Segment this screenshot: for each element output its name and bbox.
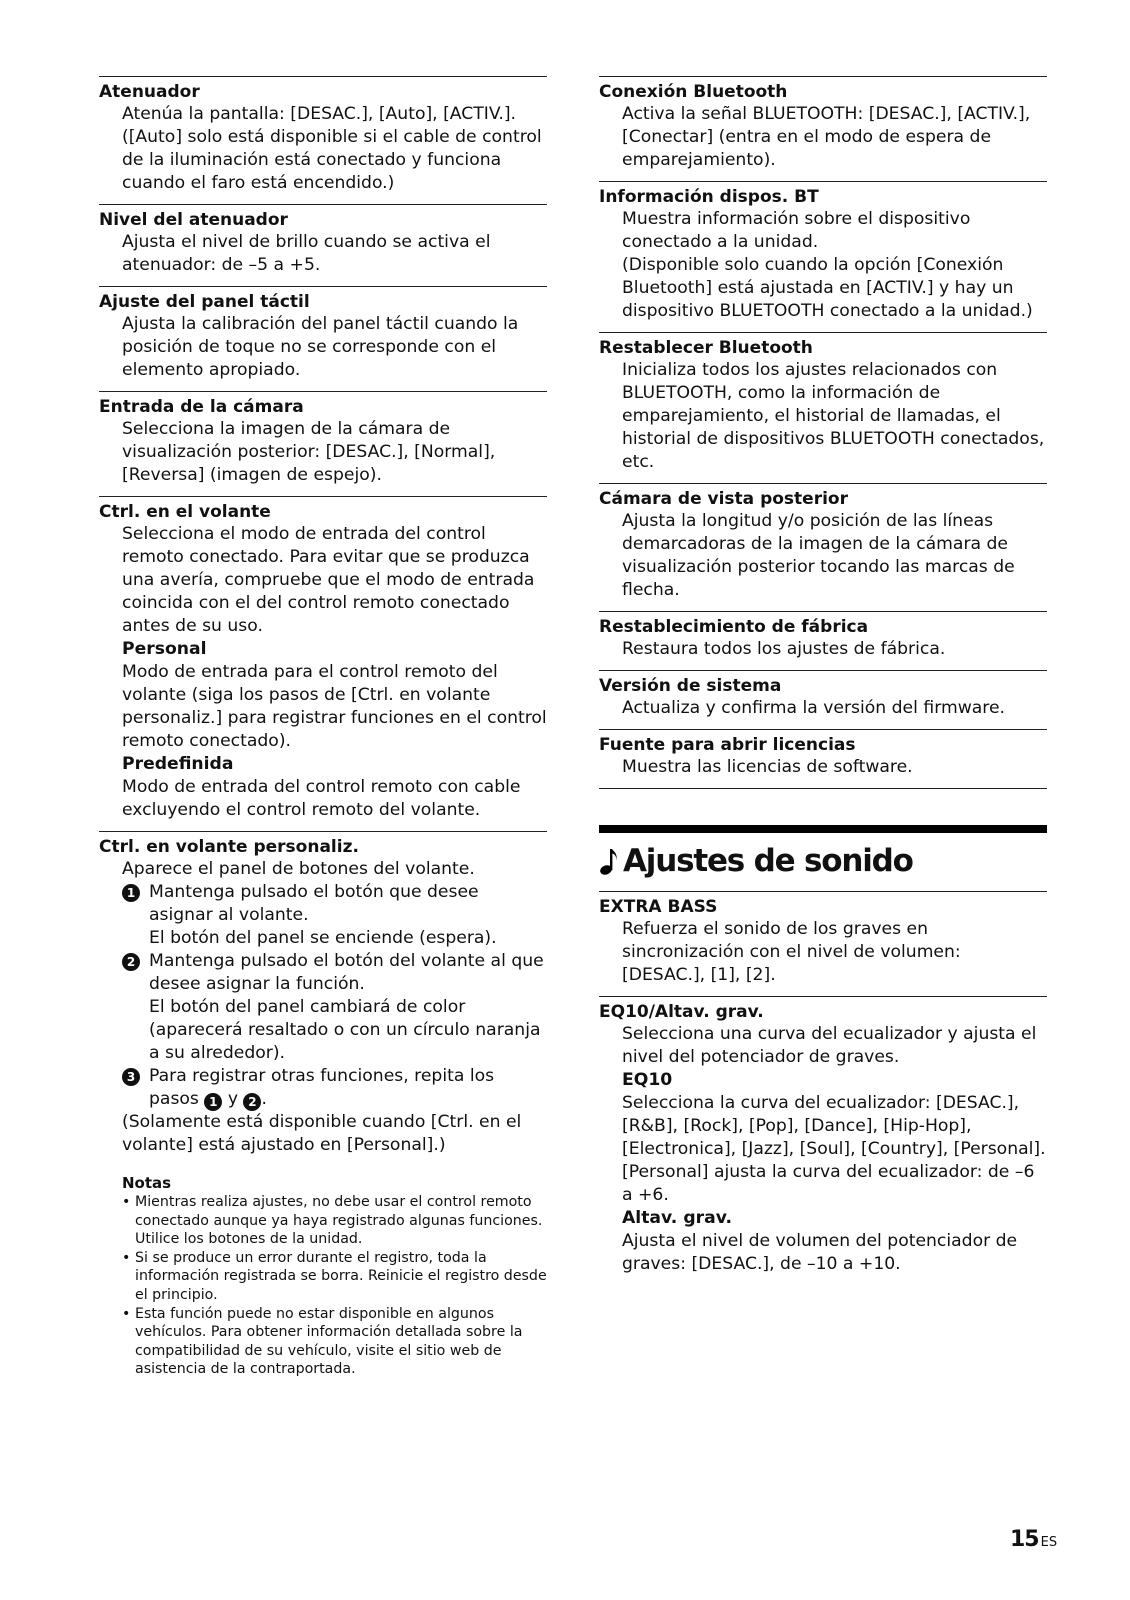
- step-ref-icon: 2: [243, 1093, 261, 1111]
- entry-camara-vista-posterior: [599, 483, 1047, 611]
- eq10-desc: Selecciona la curva del ecualizador: [DESAC.], [R&B], [Rock], [Pop], [Dance], [Hip-Hop], [Electronica], [Jazz], [Soul], [Country], [Personal]. [Personal] ajusta la curva del ecualizador: de –6 a +6.: [622, 1093, 1046, 1205]
- entry-title: EQ10/Altav. grav.: [599, 1002, 764, 1022]
- entry-desc-line: Muestra información sobre el dispositivo conectado a la unidad.: [622, 209, 971, 252]
- entry-description: Restaura todos los ajustes de fábrica.: [622, 639, 946, 659]
- step-text: Mantenga pulsado el botón que desee asignar al volante.: [149, 882, 479, 925]
- entry-description: Selecciona la imagen de la cámara de visualización posterior: [DESAC.], [Normal], [Reversa] (imagen de espejo).: [122, 419, 496, 485]
- entry-title: Información dispos. BT: [599, 187, 819, 207]
- personal-title: Personal: [122, 639, 207, 659]
- entry-description: Inicializa todos los ajustes relacionados con BLUETOOTH, como la información de emparejamiento, el historial de llamadas, el historial de dispositivos BLUETOOTH conectados, etc.: [622, 360, 1045, 472]
- entry-restablecimiento-fabrica: [599, 611, 1047, 670]
- page-number: [1010, 1527, 1057, 1552]
- entry-title: Restablecimiento de fábrica: [599, 617, 869, 637]
- entry-title: Ajuste del panel táctil: [99, 292, 310, 312]
- entry-description: Refuerza el sonido de los graves en sincronización con el nivel de volumen: [DESAC.], [1], [2].: [622, 919, 961, 985]
- entry-atenuador: [99, 76, 547, 204]
- entry-informacion-bt: [599, 181, 1047, 332]
- step-note: El botón del panel se enciende (espera).: [149, 928, 497, 948]
- entry-description: Ajusta la longitud y/o posición de las líneas demarcadoras de la imagen de la cámara de visualización posterior tocando las marcas de flecha.: [622, 511, 1015, 600]
- entry-description: Activa la señal BLUETOOTH: [DESAC.], [ACTIV.], [Conectar] (entra en el modo de espera de emparejamiento).: [622, 104, 1031, 170]
- entry-description: Ajusta el nivel de brillo cuando se activa el atenuador: de –5 a +5.: [122, 232, 491, 275]
- entry-description: Actualiza y confirma la versión del firmware.: [622, 698, 1006, 718]
- entry-title: Versión de sistema: [599, 676, 782, 696]
- entry-fuente-licencias: [599, 729, 1047, 788]
- entry-description: [599, 208, 1047, 323]
- section-title-text: Ajustes de sonido: [623, 843, 913, 879]
- note-item: • Si se produce un error durante el registro, toda la información registrada se borra. Reinicie el registro desde el principio.: [122, 1249, 547, 1305]
- entry-description: Muestra las licencias de software.: [622, 757, 913, 777]
- eq10-title: EQ10: [622, 1070, 673, 1090]
- entry-version-sistema: [599, 670, 1047, 729]
- entry-title: EXTRA BASS: [599, 897, 718, 917]
- notes-list: [122, 1193, 547, 1379]
- entry-ctrl-volante: [99, 496, 547, 831]
- entry-title: Fuente para abrir licencias: [599, 735, 856, 755]
- notes-title: Notas: [122, 1174, 172, 1192]
- entry-title: Atenuador: [99, 82, 200, 102]
- entry-title: Conexión Bluetooth: [599, 82, 788, 102]
- divider: [599, 788, 1047, 789]
- page-number-value: 15: [1010, 1527, 1039, 1552]
- entry-description: [99, 523, 547, 822]
- left-column: [99, 76, 547, 1388]
- step3-conj: y: [227, 1089, 238, 1109]
- entry-description: [99, 858, 547, 1379]
- entry-title: Entrada de la cámara: [99, 397, 304, 417]
- entry-entrada-camara: [99, 391, 547, 496]
- preset-title: Predefinida: [122, 754, 234, 774]
- step-text: Mantenga pulsado el botón del volante al que desee asignar la función.: [149, 951, 544, 994]
- step-1: [122, 881, 547, 950]
- entry-title: Cámara de vista posterior: [599, 489, 848, 509]
- eq-desc: Selecciona una curva del ecualizador y ajusta el nivel del potenciador de graves.: [622, 1024, 1037, 1067]
- entry-ctrl-volante-personaliz: [99, 831, 547, 1388]
- notes-block: [122, 1173, 547, 1379]
- entry-eq10-altav: [599, 996, 1047, 1285]
- personal-desc: Modo de entrada para el control remoto del volante (siga los pasos de [Ctrl. en volante personaliz.] para registrar funciones en el control remoto conectado).: [122, 662, 547, 751]
- entry-desc-line: (Disponible solo cuando la opción [Conexión Bluetooth] está ajustada en [ACTIV.] y hay un dispositivo BLUETOOTH conectado a la unidad.): [622, 255, 1033, 321]
- step-2: [122, 950, 547, 1065]
- preset-desc: Modo de entrada del control remoto con cable excluyendo el control remoto del volante.: [122, 777, 521, 820]
- entry-description: Atenúa la pantalla: [DESAC.], [Auto], [ACTIV.]. ([Auto] solo está disponible si el cable de control de la iluminación está conectado y funciona cuando el faro está encendido.): [122, 104, 542, 193]
- entry-ajuste-panel: [99, 286, 547, 391]
- step-note: El botón del panel cambiará de color (aparecerá resaltado o con un círculo naranja a su alrededor).: [149, 997, 541, 1063]
- step-number-icon: 1: [122, 884, 140, 902]
- entry-description: [599, 1023, 1047, 1276]
- custom-closing: (Solamente está disponible cuando [Ctrl. en el volante] está ajustado en [Personal].): [122, 1112, 522, 1155]
- entry-title: Ctrl. en el volante: [99, 502, 271, 522]
- step-ref-icon: 1: [204, 1093, 222, 1111]
- subwoofer-desc: Ajusta el nivel de volumen del potenciador de graves: [DESAC.], de –10 a +10.: [622, 1231, 1018, 1274]
- page-lang: ES: [1040, 1535, 1058, 1550]
- step-number-icon: 3: [122, 1068, 140, 1086]
- entry-title: Nivel del atenuador: [99, 210, 288, 230]
- step3-end: .: [261, 1089, 267, 1109]
- section-header: [599, 825, 1047, 891]
- note-item: • Esta función puede no estar disponible en algunos vehículos. Para obtener información detallada sobre la compatibilidad de su vehículo, visite el sitio web de asistencia de la contraportada.: [122, 1305, 547, 1379]
- step-text: [149, 1065, 547, 1111]
- entry-title: Restablecer Bluetooth: [599, 338, 813, 358]
- step-list: [122, 881, 547, 1111]
- right-column: [599, 76, 1047, 1285]
- entry-extra-bass: [599, 891, 1047, 996]
- steering-desc: Selecciona el modo de entrada del control remoto conectado. Para evitar que se produzca una avería, compruebe que el modo de entrada coincida con el del control remoto conectado antes de su uso.: [122, 524, 535, 636]
- section-title: [599, 841, 1047, 881]
- entry-nivel-atenuador: [99, 204, 547, 286]
- entry-title: Ctrl. en volante personaliz.: [99, 837, 359, 857]
- step-number-icon: 2: [122, 953, 140, 971]
- note-item: • Mientras realiza ajustes, no debe usar el control remoto conectado aunque ya haya registrado algunas funciones. Utilice los botones de la unidad.: [122, 1193, 547, 1249]
- music-note-icon: [599, 846, 619, 876]
- subwoofer-title: Altav. grav.: [622, 1208, 733, 1228]
- entry-description: Ajusta la calibración del panel táctil cuando la posición de toque no se corresponde con el elemento apropiado.: [122, 314, 519, 380]
- custom-intro: Aparece el panel de botones del volante.: [122, 859, 475, 879]
- step3-text: Para registrar otras funciones, repita los pasos: [149, 1066, 495, 1109]
- step-3: [122, 1065, 547, 1111]
- entry-restablecer-bluetooth: [599, 332, 1047, 483]
- entry-conexion-bluetooth: [599, 76, 1047, 181]
